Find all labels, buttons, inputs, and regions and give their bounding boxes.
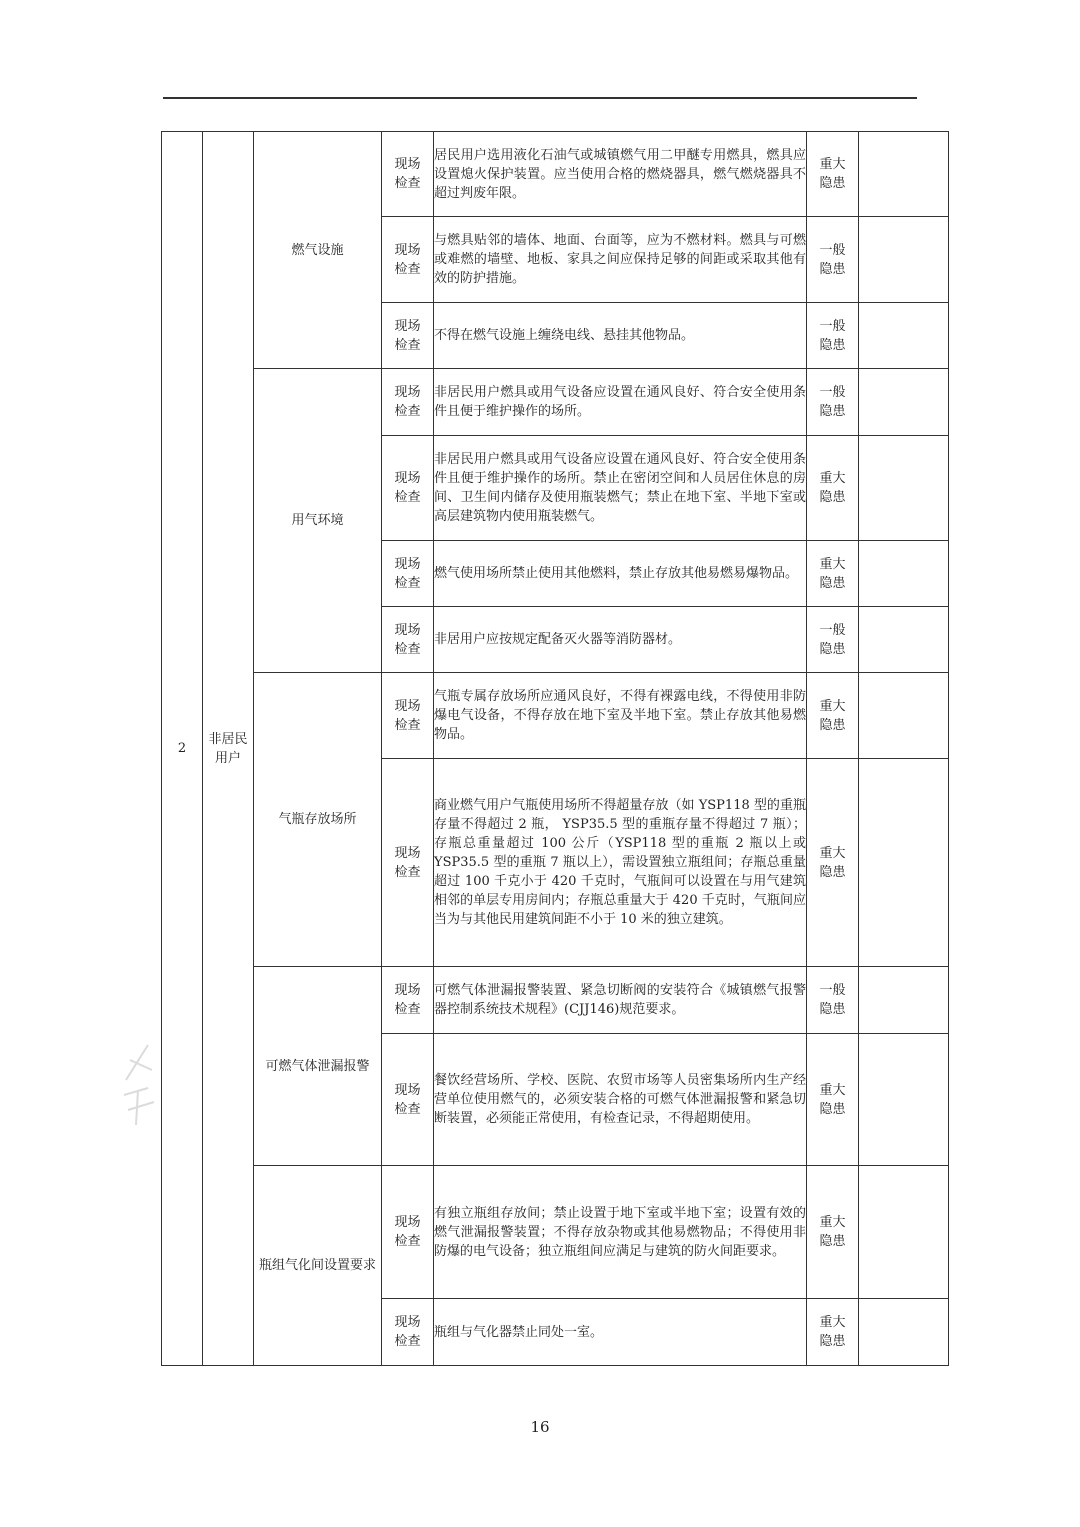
header-rule xyxy=(163,97,917,99)
remark-cell xyxy=(859,541,949,607)
remark-cell xyxy=(859,369,949,436)
table-row xyxy=(162,369,949,436)
level-cell: 重大隐患 xyxy=(807,132,859,217)
level-cell: 一般隐患 xyxy=(807,303,859,369)
level-cell: 重大隐患 xyxy=(807,1034,859,1166)
method-cell: 现场检查 xyxy=(382,1034,434,1166)
method-cell: 现场检查 xyxy=(382,967,434,1034)
content-cell: 有独立瓶组存放间；禁止设置于地下室或半地下室；设置有效的燃气泄漏报警装置；不得存放杂物或其他易燃物品；不得使用非防爆的电气设备；独立瓶组间应满足与建筑的防火间距要求。 xyxy=(434,1166,807,1299)
table-row xyxy=(162,1166,949,1299)
table-row xyxy=(162,967,949,1034)
remark-cell xyxy=(859,217,949,303)
level-cell: 重大隐患 xyxy=(807,1299,859,1366)
content-cell: 非居用户应按规定配备灭火器等消防器材。 xyxy=(434,607,807,673)
content-cell: 燃气使用场所禁止使用其他燃料，禁止存放其他易燃易爆物品。 xyxy=(434,541,807,607)
content-cell: 与燃具贴邻的墙体、地面、台面等，应为不燃材料。燃具与可燃或难燃的墙壁、地板、家具之间应保持足够的间距或采取其他有效的防护措施。 xyxy=(434,217,807,303)
level-cell: 一般隐患 xyxy=(807,217,859,303)
content-cell: 瓶组与气化器禁止同处一室。 xyxy=(434,1299,807,1366)
level-cell: 一般隐患 xyxy=(807,967,859,1034)
content-cell: 居民用户选用液化石油气或城镇燃气用二甲醚专用燃具，燃具应设置熄火保护装置。应当使用合格的燃烧器具，燃气燃烧器具不超过判废年限。 xyxy=(434,132,807,217)
method-cell: 现场检查 xyxy=(382,1166,434,1299)
content-cell: 商业燃气用户气瓶使用场所不得超量存放（如 YSP118 型的重瓶存量不得超过 2 瓶， YSP35.5 型的重瓶存量不得超过 7 瓶）；存瓶总重量超过 100 公斤（YSP118 型的重瓶 2 瓶以上或 YSP35.5 型的重瓶 7 瓶以上），需设置独立瓶组间；存瓶总重量超过 100 千克小于 420 千克时，气瓶间可以设置在与用气建筑相邻的单层专用房间内；存瓶总重量大于 420 千克时，气瓶间应当为与其他民用建筑间距不小于 10 米的独立建筑。 xyxy=(434,759,807,967)
remark-cell xyxy=(859,1299,949,1366)
item-cell: 可燃气体泄漏报警 xyxy=(254,967,382,1166)
item-cell: 瓶组气化间设置要求 xyxy=(254,1166,382,1366)
method-cell: 现场检查 xyxy=(382,132,434,217)
level-cell: 重大隐患 xyxy=(807,673,859,759)
content-cell: 不得在燃气设施上缠绕电线、悬挂其他物品。 xyxy=(434,303,807,369)
table-row xyxy=(162,673,949,759)
level-cell: 一般隐患 xyxy=(807,607,859,673)
remark-cell xyxy=(859,303,949,369)
level-cell: 重大隐患 xyxy=(807,759,859,967)
level-cell: 重大隐患 xyxy=(807,541,859,607)
remark-cell xyxy=(859,132,949,217)
method-cell: 现场检查 xyxy=(382,541,434,607)
method-cell: 现场检查 xyxy=(382,436,434,541)
method-cell: 现场检查 xyxy=(382,673,434,759)
remark-cell xyxy=(859,436,949,541)
content-cell: 餐饮经营场所、学校、医院、农贸市场等人员密集场所内生产经营单位使用燃气的，必须安装合格的可燃气体泄漏报警和紧急切断装置，必须能正常使用，有检查记录，不得超期使用。 xyxy=(434,1034,807,1166)
category-cell: 非居民用户 xyxy=(203,132,254,1366)
table-row xyxy=(162,132,949,217)
item-cell: 用气环境 xyxy=(254,369,382,673)
remark-cell xyxy=(859,759,949,967)
remark-cell xyxy=(859,1034,949,1166)
content-cell: 气瓶专属存放场所应通风良好，不得有裸露电线，不得使用非防爆电气设备，不得存放在地下室及半地下室。禁止存放其他易燃物品。 xyxy=(434,673,807,759)
level-cell: 一般隐患 xyxy=(807,369,859,436)
remark-cell xyxy=(859,673,949,759)
seq-number-cell: 2 xyxy=(162,132,203,1366)
page-number: 16 xyxy=(530,1418,550,1436)
method-cell: 现场检查 xyxy=(382,607,434,673)
content-cell: 非居民用户燃具或用气设备应设置在通风良好、符合安全使用条件且便于维护操作的场所。禁止在密闭空间和人员居住休息的房间、卫生间内储存及使用瓶装燃气；禁止在地下室、半地下室或高层建筑物内使用瓶装燃气。 xyxy=(434,436,807,541)
method-cell: 现场检查 xyxy=(382,759,434,967)
inspection-table xyxy=(161,131,949,1366)
content-cell: 非居民用户燃具或用气设备应设置在通风良好、符合安全使用条件且便于维护操作的场所。 xyxy=(434,369,807,436)
content-cell: 可燃气体泄漏报警装置、紧急切断阀的安装符合《城镇燃气报警器控制系统技术规程》(CJJ146)规范要求。 xyxy=(434,967,807,1034)
remark-cell xyxy=(859,1166,949,1299)
remark-cell xyxy=(859,967,949,1034)
method-cell: 现场检查 xyxy=(382,369,434,436)
item-cell: 气瓶存放场所 xyxy=(254,673,382,967)
remark-cell xyxy=(859,607,949,673)
method-cell: 现场检查 xyxy=(382,303,434,369)
watermark-seal xyxy=(118,1040,160,1130)
method-cell: 现场检查 xyxy=(382,217,434,303)
level-cell: 重大隐患 xyxy=(807,436,859,541)
method-cell: 现场检查 xyxy=(382,1299,434,1366)
item-cell: 燃气设施 xyxy=(254,132,382,369)
level-cell: 重大隐患 xyxy=(807,1166,859,1299)
